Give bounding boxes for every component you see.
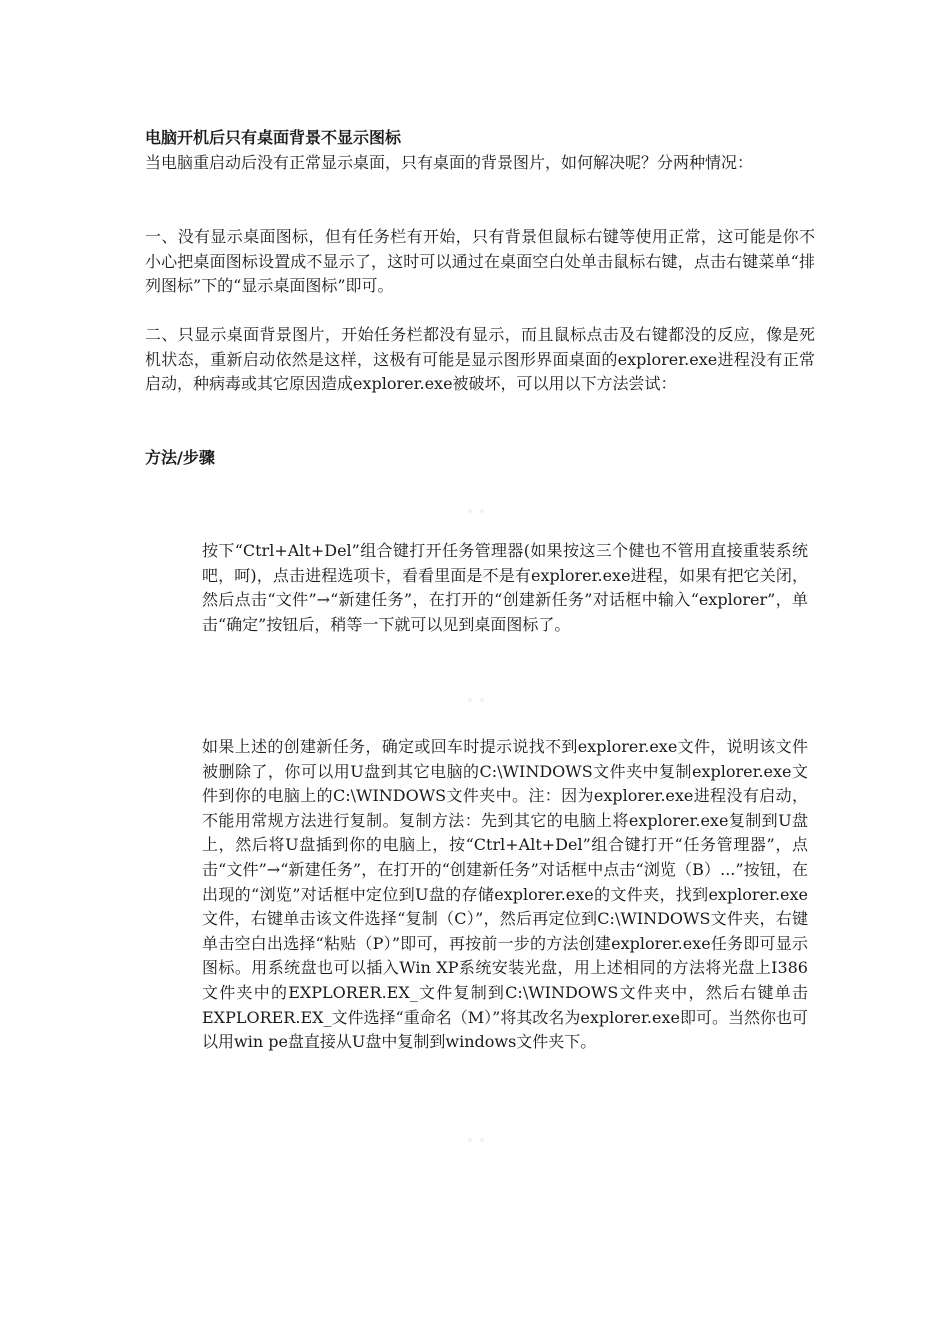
- step-separator-mark: [466, 697, 486, 703]
- step-separator-mark: [466, 1137, 486, 1143]
- document-title: 电脑开机后只有桌面背景不显示图标: [145, 128, 402, 147]
- step-two-text: 如果上述的创建新任务，确定或回车时提示说找不到explorer.exe文件，说明该文件被删除了，你可以用U盘到其它电脑的C:\WINDOWS文件夹中复制explorer.exe文件到你的电脑上的C:\WINDOWS文件夹中。注：因为explorer.exe进程没有启动，不能用常规方法进行复制。复制方法：先到其它的电脑上将explorer.exe复制到U盘上，然后将U盘插到你的电脑上，按“Ctrl+Alt+Del”组合键打开“任务管理器”，点击“文件”→“新建任务”，在打开的“创建新任务”对话框中点击“浏览（B）...”按钮，在出现的“浏览”对话框中定位到U盘的存储explorer.exe的文件夹，找到explorer.exe文件，右键单击该文件选择“复制（C）”，然后再定位到C:\WINDOWS文件夹，右键单击空白出选择“粘贴（P）”即可，再按前一步的方法创建explorer.exe任务即可显示图标。用系统盘也可以插入Win XP系统安装光盘，用上述相同的方法将光盘上I386文件夹中的EXPLORER.EX_文件复制到C:\WINDOWS文件夹中，然后右键单击EXPLORER.EX_文件选择“重命名（M）”将其改名为explorer.exe即可。当然你也可以用win pe盘直接从U盘中复制到windows文件夹下。: [202, 737, 808, 1052]
- intro-paragraph: 当电脑重启动后没有正常显示桌面，只有桌面的背景图片，如何解决呢？分两种情况：: [145, 153, 754, 172]
- case-two-paragraph: 二、只显示桌面背景图片，开始任务栏都没有显示，而且鼠标点击及右键都没的反应，像是死机状态，重新启动依然是这样，这极有可能是显示图形界面桌面的explorer.exe进程没有正常启动，种病毒或其它原因造成explorer.exe被破坏，可以用以下方法尝试：: [145, 325, 815, 393]
- method-heading: 方法/步骤: [145, 448, 215, 467]
- step-separator-mark: [466, 508, 486, 514]
- case-one-paragraph: 一、没有显示桌面图标，但有任务栏有开始，只有背景但鼠标右键等使用正常，这可能是你不小心把桌面图标设置成不显示了，这时可以通过在桌面空白处单击鼠标右键，点击右键菜单“排列图标”下的“显示桌面图标”即可。: [145, 227, 815, 295]
- step-one-text: 按下“Ctrl+Alt+Del”组合键打开任务管理器(如果按这三个健也不管用直接重装系统吧，呵)，点击进程选项卡，看看里面是不是有explorer.exe进程，如果有把它关闭，然后点击“文件”→“新建任务”，在打开的“创建新任务”对话框中输入“explorer”，单击“确定”按钮后，稍等一下就可以见到桌面图标了。: [202, 541, 808, 634]
